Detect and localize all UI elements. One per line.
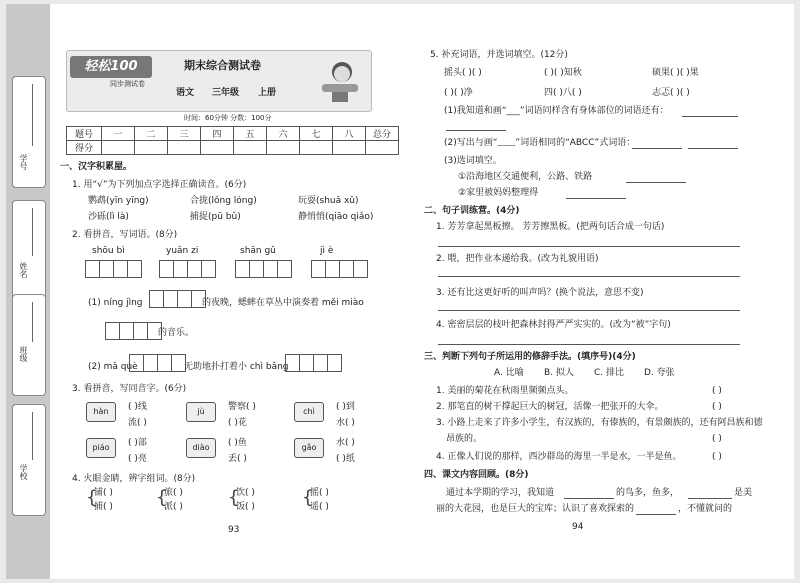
q3-word[interactable]: ( )鱼 [228, 438, 247, 448]
pinyin-stamp: chì [294, 402, 324, 422]
exam-grade: 三年级 [212, 88, 240, 98]
score-input[interactable] [168, 141, 201, 155]
answer-line[interactable] [632, 148, 682, 149]
review-line-1b: 的鸟多，鱼多， [616, 488, 680, 498]
score-row-label: 得分 [67, 141, 102, 155]
spine-label-class: 班级 [19, 346, 28, 362]
q5-idiom[interactable]: ( )( )净 [444, 88, 473, 98]
q5-idiom[interactable]: 摇头( )( ) [444, 68, 482, 78]
answer-line[interactable] [688, 498, 732, 499]
q4-word[interactable]: 遥( ) [310, 502, 329, 512]
rhetoric-option: C. 排比 [594, 368, 625, 378]
q3-word[interactable]: ( )线 [128, 402, 147, 412]
rhetoric-item: 1. 美丽的菊花在秋雨里频频点头。 [436, 386, 574, 396]
score-input[interactable] [135, 141, 168, 155]
q3-word[interactable]: 水( ) [336, 418, 355, 428]
brand-logo: 轻松100 [70, 56, 152, 78]
spine-write-line[interactable] [32, 208, 33, 256]
q1-item[interactable]: 鹦鹉(yīn yīng) [88, 196, 149, 206]
rhetoric-item: 3. 小路上走来了许多小学生，有汉族的，有傣族的，有景颇族的，还有阿昌族和德 [436, 418, 763, 428]
pinyin-stamp: hàn [86, 402, 116, 422]
answer-paren[interactable]: ( ) [712, 386, 722, 396]
spine-label-student-id: 学号 [19, 154, 28, 170]
q3-word[interactable]: 丢( ) [228, 454, 247, 464]
answer-line[interactable] [446, 130, 506, 131]
q2-sentence-2-mid: 无助地扑打着小 chì bǎng [184, 362, 289, 372]
q1-item[interactable]: 捕捉(pū bǔ) [190, 212, 241, 222]
answer-line[interactable] [682, 116, 738, 117]
rhetoric-item: 2. 那笔直的树干撑起巨大的树冠，活像一把张开的大伞。 [436, 402, 664, 412]
answer-line[interactable] [438, 276, 740, 277]
time-and-score: 时间：60分钟 分数：100分 [184, 114, 272, 122]
rhetoric-option: B. 拟人 [544, 368, 574, 378]
score-cell-2: 二 [135, 127, 168, 141]
q5-idiom[interactable]: ( )( )知秋 [544, 68, 582, 78]
answer-line[interactable] [636, 514, 676, 515]
exam-term: 上册 [258, 88, 277, 98]
question-5: 5. 补充词语，并选词填空。(12分) [430, 50, 568, 60]
answer-line[interactable] [626, 182, 686, 183]
q5-idiom[interactable]: 志忑( )( ) [652, 88, 690, 98]
question-2: 2. 看拼音，写词语。(8分) [72, 230, 178, 240]
exam-subject: 语文 [176, 88, 195, 98]
pinyin-prompt: yuǎn zi [166, 246, 199, 256]
q3-word[interactable]: ( )亮 [128, 454, 147, 464]
spine-write-line[interactable] [32, 412, 33, 460]
answer-line[interactable] [566, 198, 626, 199]
q2-sentence-2-start: (2) mǎ què [88, 362, 138, 372]
score-cell-7: 七 [300, 127, 333, 141]
q3-word[interactable]: ( )纸 [336, 454, 355, 464]
sentence-task: 4. 密密层层的枝叶把森林封得严严实实的。(改为“被”字句) [436, 320, 671, 330]
brace-glyph: { [302, 487, 314, 508]
brace-glyph: { [156, 487, 168, 508]
score-input[interactable] [333, 141, 366, 155]
score-input[interactable] [267, 141, 300, 155]
sentence-task: 3. 还有比这更好听的叫声吗？(换个说法，意思不变) [436, 288, 644, 298]
q3-word[interactable]: ( )花 [228, 418, 247, 428]
score-cell-3: 三 [168, 127, 201, 141]
q1-item[interactable]: 玩耍(shuǎ xǔ) [298, 196, 359, 206]
pinyin-prompt: jì è [320, 246, 334, 256]
answer-line[interactable] [438, 344, 740, 345]
pinyin-stamp: diào [186, 438, 216, 458]
q5-idiom[interactable]: 硕果( )( )果 [652, 68, 699, 78]
page-number-left: 93 [228, 525, 240, 535]
spine-write-line[interactable] [32, 302, 33, 342]
score-cell-total: 总分 [366, 127, 399, 141]
exam-title: 期末综合测试卷 [184, 59, 261, 72]
q5-sub-3: (3)选词填空。 [444, 156, 502, 166]
q1-item[interactable]: 合拢(lǒng lóng) [190, 196, 257, 206]
review-line-2b: ，不懂就问的 [678, 504, 733, 514]
q4-word[interactable]: 派( ) [164, 502, 183, 512]
score-input[interactable] [234, 141, 267, 155]
q5-fill-b: ②家里被妈妈整理得 [458, 188, 539, 198]
q3-word[interactable]: ( )部 [128, 438, 147, 448]
score-table [66, 126, 399, 155]
score-cell-4: 四 [201, 127, 234, 141]
section-1-title: 一、汉字积累屋。 [60, 162, 133, 172]
spine-box-school [12, 404, 46, 516]
score-input[interactable] [300, 141, 333, 155]
spine-box-class [12, 294, 46, 396]
answer-paren[interactable]: ( ) [712, 452, 722, 462]
q4-word[interactable]: 摇( ) [310, 488, 329, 498]
rhetoric-option: D. 夸张 [644, 368, 675, 378]
sentence-task: 1. 芳芳拿起黑板擦。 芳芳擦黑板。(把两句话合成一句话) [436, 222, 665, 232]
q5-idiom[interactable]: 四( )八( ) [544, 88, 582, 98]
score-cell-8: 八 [333, 127, 366, 141]
q4-word[interactable]: 饭( ) [236, 502, 255, 512]
section-2-title: 二、句子训练营。(4分) [424, 206, 520, 216]
binding-spine [6, 4, 50, 579]
q5-sub-2: (2)写出与画“﹏﹏”词语相同的“ABCC”式词语： [444, 138, 636, 148]
pinyin-stamp: piáo [86, 438, 116, 458]
q2-sentence-1-start: (1) níng jìng [88, 298, 143, 308]
pinyin-prompt: shōu bì [92, 246, 125, 256]
review-line-2a: 丽的大花园，也是巨大的宝库；认识了喜欢探索的 [436, 504, 635, 514]
pinyin-prompt: shān gǔ [240, 246, 276, 256]
question-1: 1. 用“√”为下列加点字选择正确读音。(6分) [72, 180, 247, 190]
score-cell-label: 题号 [67, 127, 102, 141]
rhetoric-item-cont: 昂族的。 [446, 434, 483, 444]
section-4-title: 四、课文内容回顾。(8分) [424, 470, 529, 480]
student-cartoon-icon [312, 54, 364, 104]
review-line-1c: 是美 [734, 488, 753, 498]
q4-word[interactable]: 旅( ) [164, 488, 183, 498]
page-number-right: 94 [572, 522, 584, 532]
spine-write-line[interactable] [32, 84, 33, 146]
write-grid[interactable] [312, 260, 368, 278]
section-3-title: 三、判断下列句子所运用的修辞手法。(填序号)(4分) [424, 352, 636, 362]
answer-line[interactable] [564, 498, 614, 499]
sentence-task: 2. 喂，把作业本递给我。(改为礼貌用语) [436, 254, 599, 264]
question-4: 4. 火眼金睛，辨字组词。(8分) [72, 474, 196, 484]
score-cell-6: 六 [267, 127, 300, 141]
q4-word[interactable]: 铺( ) [94, 488, 113, 498]
q1-item[interactable]: 静悄悄(qiāo qiǎo) [298, 212, 374, 222]
write-grid[interactable] [130, 354, 186, 372]
answer-line[interactable] [688, 148, 738, 149]
q5-fill-a: ①沿海地区交通便利，公路、铁路 [458, 172, 593, 182]
spine-label-name: 姓名 [19, 262, 28, 278]
write-grid[interactable] [106, 322, 162, 340]
pinyin-stamp: jù [186, 402, 216, 422]
answer-line[interactable] [438, 310, 740, 311]
score-table-header-row [67, 127, 399, 141]
question-3: 3. 看拼音，写同音字。(6分) [72, 384, 187, 394]
write-grid[interactable] [160, 260, 216, 278]
q3-word[interactable]: 警察( ) [228, 402, 256, 412]
q3-word[interactable]: 流( ) [128, 418, 147, 428]
brace-glyph: { [86, 487, 98, 508]
q5-sub-1: (1)我知道和画“___”词语同样含有身体部位的词语还有： [444, 106, 669, 116]
q3-word[interactable]: ( )到 [336, 402, 355, 412]
answer-paren[interactable]: ( ) [712, 402, 722, 412]
spine-label-school: 学校 [19, 464, 28, 480]
q4-word[interactable]: 饮( ) [236, 488, 255, 498]
score-input[interactable] [102, 141, 135, 155]
answer-paren[interactable]: ( ) [712, 434, 722, 444]
answer-line[interactable] [438, 246, 740, 247]
score-cell-1: 一 [102, 127, 135, 141]
q2-sentence-1-mid: 的夜晚，蟋蟀在草丛中演奏着 měi miào [202, 298, 364, 308]
write-grid[interactable] [150, 290, 206, 308]
score-table-score-row [67, 141, 399, 155]
score-input[interactable] [201, 141, 234, 155]
q1-item[interactable]: 沙砾(lì là) [88, 212, 129, 222]
exam-sheet [6, 4, 794, 579]
review-line-1a: 通过本学期的学习，我知道 [446, 488, 555, 498]
q2-sentence-1-end: 的音乐。 [158, 328, 195, 338]
logo-subtitle: 同步测试卷 [110, 80, 145, 88]
rhetoric-item: 4. 正像人们说的那样，西沙群岛的海里一半是水，一半是鱼。 [436, 452, 682, 462]
q3-word[interactable]: 水( ) [336, 438, 355, 448]
spine-box-student-id [12, 76, 46, 188]
rhetoric-option: A. 比喻 [494, 368, 524, 378]
write-grid[interactable] [236, 260, 292, 278]
brace-glyph: { [228, 487, 240, 508]
write-grid[interactable] [286, 354, 342, 372]
score-input[interactable] [366, 141, 399, 155]
q4-word[interactable]: 捕( ) [94, 502, 113, 512]
write-grid[interactable] [86, 260, 142, 278]
pinyin-stamp: gǎo [294, 438, 324, 458]
score-cell-5: 五 [234, 127, 267, 141]
